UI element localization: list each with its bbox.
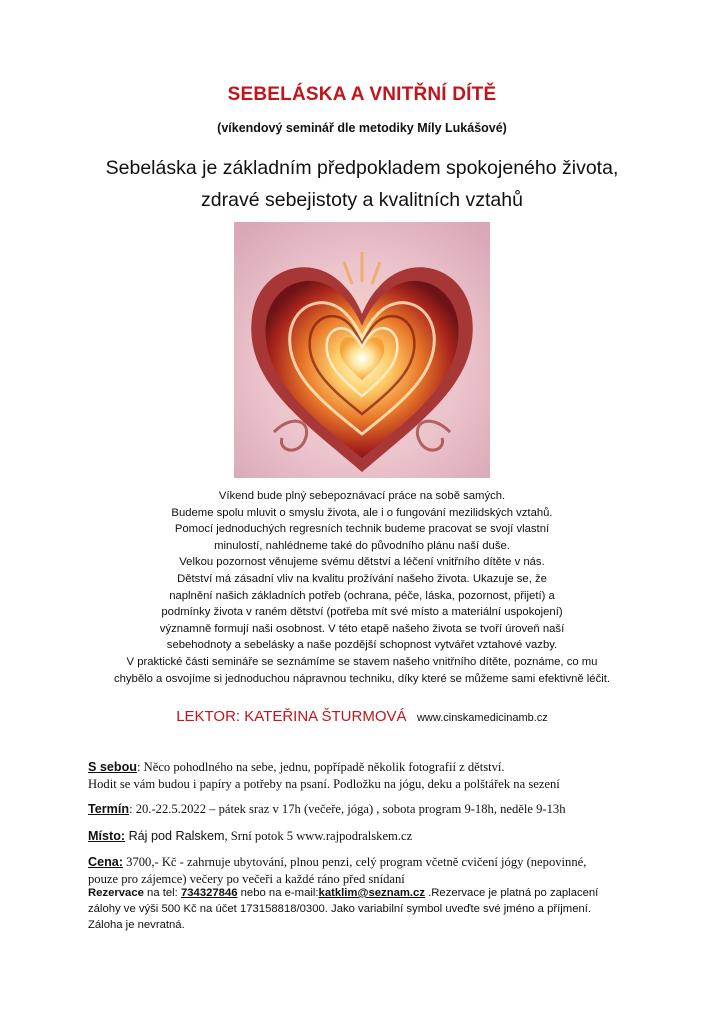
description-line: podmínky života v raném dětství (potřeba mít své místo a materiální uspokojení) (161, 606, 563, 619)
lead-text (0, 152, 724, 216)
description-line: Víkend bude plný sebepoznávací práce na sobě samých. (218, 490, 506, 502)
description-line: minulostí, nahlédneme také do původního plánu naší duše. (214, 539, 510, 552)
termin-section (88, 801, 668, 818)
lead-line-2: zdravé sebejistoty a kvalitních vztahů (201, 189, 523, 211)
cena-text: 3700,- Kč - zahrnuje ubytování, plnou penzi, celý program včetně cvičení jógy (nepovinné, (123, 855, 587, 869)
misto-place: Ráj pod Ralskem (125, 829, 225, 843)
subtitle: (víkendový seminář dle metodiky Míly Lukášové) (217, 121, 507, 135)
rezervace-section (88, 885, 648, 934)
description-line: významně formují naši osobnost. V této etapě našeho života se tvoří úroveň naší (159, 622, 565, 635)
description-line: Dětství má zásadní vliv na kvalitu prožívání našeho života. Ukazuje se, že (177, 572, 547, 585)
lektor-name: LEKTOR: KATEŘINA ŠTURMOVÁ (176, 708, 407, 725)
lead-line-1: Sebeláska je základním předpokladem spokojeného života, (105, 157, 619, 179)
page-title: SEBELÁSKA A VNITŘNÍ DÍTĚ (227, 84, 497, 105)
description-line: Velkou pozornost věnujeme svému dětství a léčení vnitřního dítěte v nás. (179, 556, 545, 569)
rezervace-line-2: zálohy ve výši 500 Kč na účet 173158818/0300. Jako variabilní symbol uveďte své jméno a příjmení. (88, 903, 592, 916)
heart-icon (234, 222, 490, 478)
misto-section (88, 828, 668, 845)
description-line: Budeme spolu mluvit o smyslu života, ale i o fungování mezilidských vztahů. (171, 506, 553, 519)
heart-illustration (234, 222, 490, 478)
termin-label: Termín (88, 802, 130, 816)
rezervace-line-3: Záloha je nevratná. (88, 919, 185, 932)
misto-label: Místo: (88, 829, 126, 843)
sebou-section (88, 759, 668, 792)
lektor-line (0, 708, 724, 726)
description (60, 488, 664, 687)
rezervace-text: .Rezervace je platná po zaplacení (425, 887, 599, 899)
rezervace-label: Rezervace (88, 887, 144, 899)
description-line: sebehodnoty a sebelásky a naše pozdější schopnost vytvářet vztahové vazby. (166, 639, 558, 652)
description-line: Pomocí jednoduchých regresních technik budeme pracovat se svojí vlastní (174, 523, 550, 536)
description-line: chybělo a osvojíme si jednoduchou nápravnou techniku, díky které se můžeme sami efektivně léčit. (113, 672, 611, 685)
cena-section (88, 854, 668, 887)
description-line: V praktické části semináře se seznámíme se stavem našeho vnitřního dítěte, poznáme, co mu (126, 655, 598, 668)
email-link[interactable]: katklim@seznam.cz (318, 887, 425, 899)
misto-text: , Srní potok 5 www.rajpodralskem.cz (224, 829, 413, 843)
sebou-text-2: Hodit se vám budou i papíry a potřeby na psaní. Podložku na jógu, deku a polštářek na sezení (88, 776, 560, 791)
sebou-text: : Něco pohodlného na sebe, jednu, popřípadě několik fotografií z dětství. (137, 760, 505, 774)
phone-number[interactable]: 734327846 (180, 887, 238, 899)
cena-text-2: pouze pro zájemce) večery po večeři a každé ráno před snídaní (88, 871, 405, 886)
sebou-label: S sebou (88, 760, 137, 774)
rezervace-text: na tel: (143, 887, 181, 899)
cena-label: Cena: (88, 855, 123, 869)
rezervace-text: nebo na e-mail: (237, 887, 319, 899)
lektor-website: www.cinskamedicinamb.cz (416, 712, 548, 724)
description-line: naplnění našich základních potřeb (ochrana, péče, láska, pozornost, přijetí) a (169, 589, 555, 602)
termin-text: : 20.-22.5.2022 – pátek sraz v 17h (večeře, jóga) , sobota program 9-18h, neděle 9-13h (129, 802, 566, 816)
